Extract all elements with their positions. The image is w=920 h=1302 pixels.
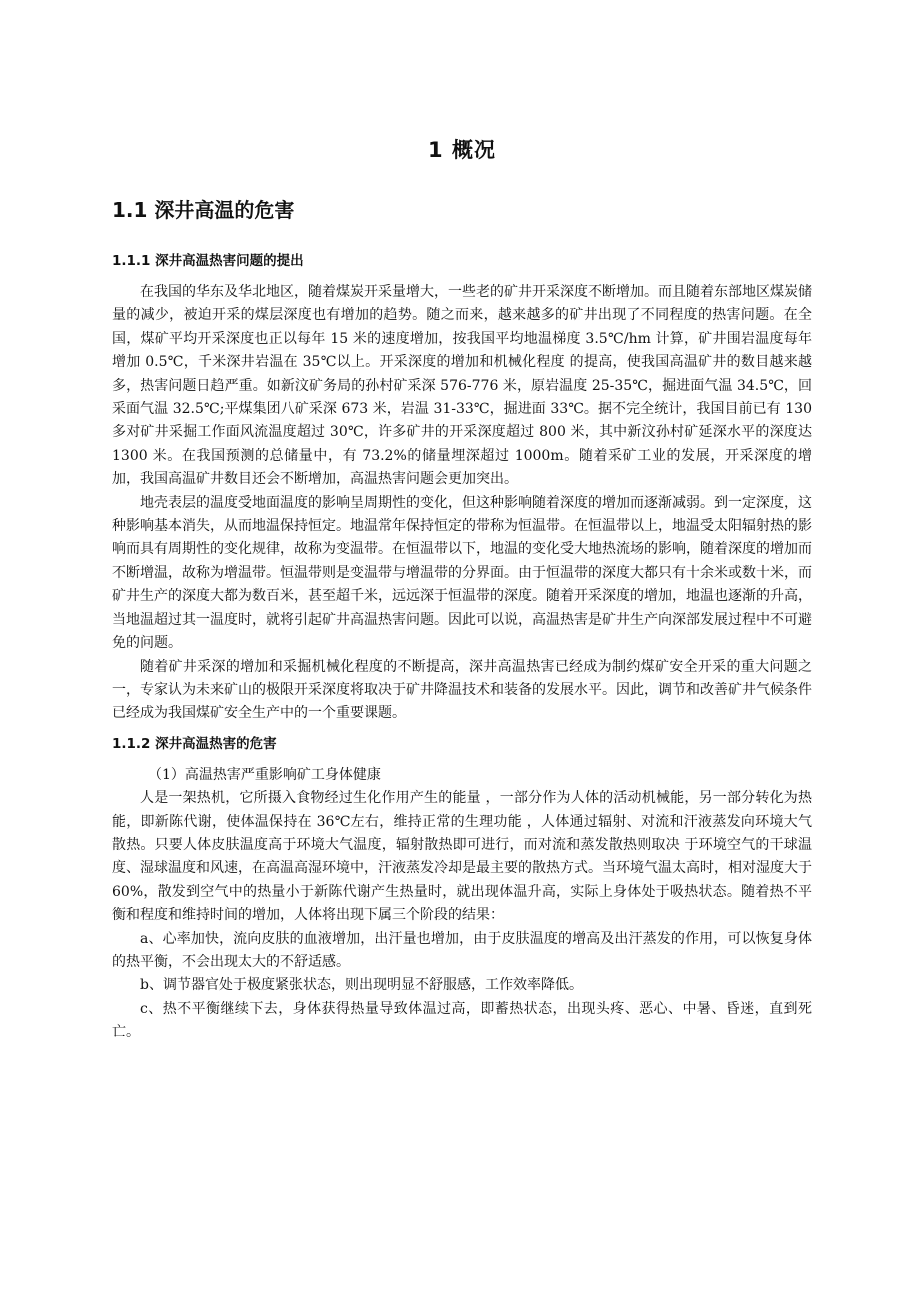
subsection-title-1-1-1: 1.1.1 深井高温热害问题的提出 bbox=[112, 253, 304, 269]
subsection-title-1-1-2: 1.1.2 深井高温热害的危害 bbox=[112, 735, 277, 752]
list-item: c、热不平衡继续下去，身体获得热量导致体温过高，即蓄热状态，出现头疼、恶心、中暑、昏迷，直到死亡。 bbox=[112, 1000, 812, 1041]
item-heading: （1）高温热害严重影响矿工身体健康 bbox=[148, 766, 381, 783]
section-title: 1.1 深井高温的危害 bbox=[112, 198, 295, 222]
paragraph: 在我国的华东及华北地区，随着煤炭开采量增大，一些老的矿井开采深度不断增加。而且随着东部地区煤炭储量的减少，被迫开采的煤层深度也有增加的趋势。随之而来，越来越多的矿井出现了不同程度的热害问题。在全国，煤矿平均开采深度也正以每年 15 米的速度增加，按我国平均地温梯度 3.5℃/hm 计算，矿井围岩温度每年增加 0.5℃，千米深井岩温在 35℃以上。开采深度的增加和机械化程度 的提高，使我国高温矿井的数目越来越多，热害问题日趋严重。如新汶矿务局的孙村矿采深 576-776 米，原岩温度 25-35℃，掘进面气温 34.5℃，回采面气温 32.5℃;平煤集团八矿采深 673 米，岩温 31-33℃，掘进面 33℃。据不完全统计，我国目前已有 130 多对矿井采掘工作面风流温度超过 30℃，许多矿井的开采深度超过 800 米，其中新汶孙村矿延深水平的深度达 1300 米。在我国预测的总储量中，有 73.2%的储量埋深超过 1000m。随着采矿工业的发展，开采深度的增加，我国高温矿井数目还会不断增加，高温热害问题会更加突出。 bbox=[112, 284, 812, 488]
paragraph: 人是一架热机，它所摄入食物经过生化作用产生的能量 ，一部分作为人体的活动机械能，另一部分转化为热能，即新陈代谢，使体温保持在 36℃左右，维持正常的生理功能 ，人体通过辐射、对流和汗液蒸发向环境大气散热。只要人体皮肤温度高于环境大气温度，辐射散热即可进行，而对流和蒸发散热则取决 于环境空气的干球温度、湿球温度和风速，在高温高湿环境中，汗液蒸发冷却是最主要的散热方式。当环境气温太高时，相对湿度大于 60%，散发到空气中的热量小于新陈代谢产生热量时，就出现体温升高，实际上身体处于吸热状态。随着热不平衡和程度和维持时间的增加，人体将出现下属三个阶段的结果： bbox=[112, 790, 812, 924]
paragraph: 随着矿井采深的增加和采掘机械化程度的不断提高，深井高温热害已经成为制约煤矿安全开采的重大问题之一，专家认为未来矿山的极限开采深度将取决于矿井降温技术和装备的发展水平。因此，调节和改善矿井气候条件已经成为我国煤矿安全生产中的一个重要课题。 bbox=[112, 658, 812, 722]
list-item: b、调节器官处于极度紧张状态，则出现明显不舒服感，工作效率降低。 bbox=[140, 977, 583, 994]
paragraph: 地壳表层的温度受地面温度的影响呈周期性的变化，但这种影响随着深度的增加而逐渐减弱。到一定深度，这种影响基本消失，从而地温保持恒定。地温常年保持恒定的带称为恒温带。在恒温带以上，地温受太阳辐射热的影响而具有周期性的变化规律，故称为变温带。在恒温带以下，地温的变化受大地热流场的影响，随着深度的增加而不断增温，故称为增温带。恒温带则是变温带与增温带的分界面。由于恒温带的深度大都只有十余米或数十米，而矿井生产的深度大都为数百米，甚至超千米，远远深于恒温带的深度。随着开采深度的增加，地温也逐渐的升高，当地温超过其一温度时，就将引起矿井高温热害问题。因此可以说，高温热害是矿井生产向深部发展过程中不可避免的问题。 bbox=[112, 494, 812, 652]
chapter-title: 1 概况 bbox=[428, 138, 496, 162]
list-item: a、心率加快，流向皮肤的血液增加，出汗量也增加，由于皮肤温度的增高及出汗蒸发的作用，可以恢复身体的热平衡，不会出现太大的不舒适感。 bbox=[112, 930, 812, 970]
